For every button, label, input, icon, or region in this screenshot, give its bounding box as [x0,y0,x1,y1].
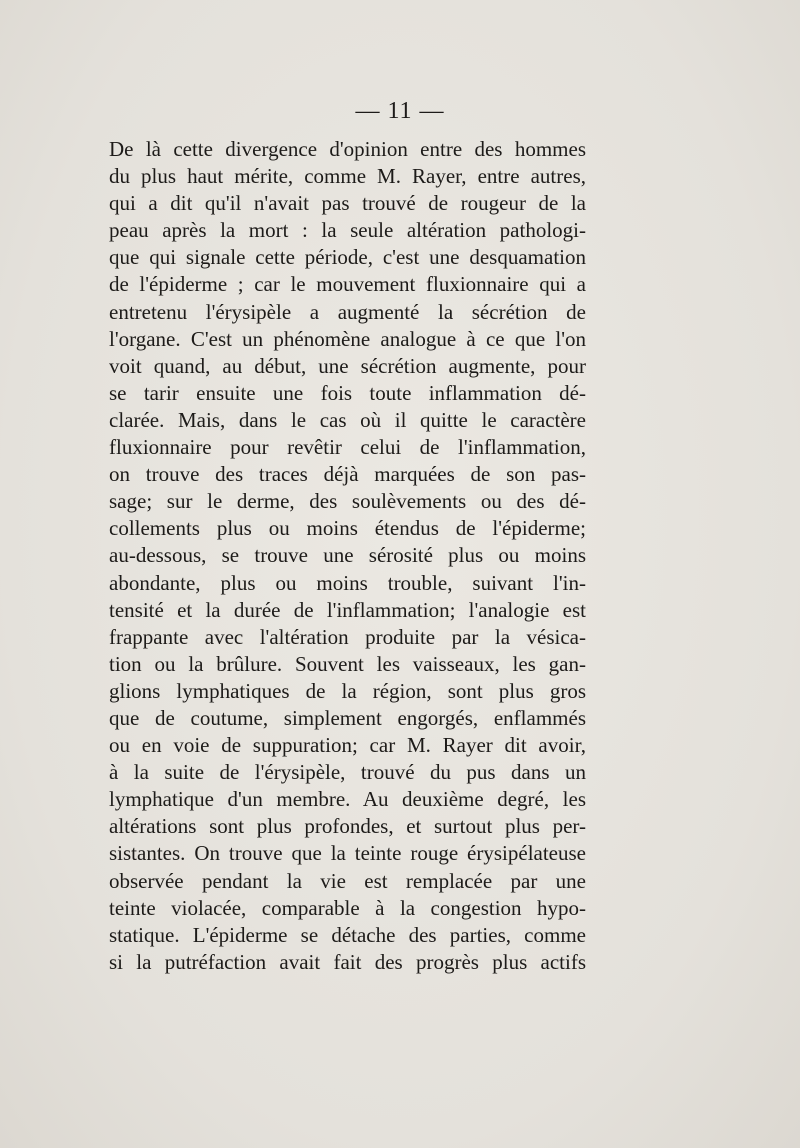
text-line: fluxionnaire pour revêtir celui de l'inflammation, [109,435,586,460]
text-line: peau après la mort : la seule altération pathologi- [109,218,586,243]
text-line: on trouve des traces déjà marquées de son pas- [109,462,586,487]
text-line: observée pendant la vie est remplacée par une [109,868,586,893]
text-line: entretenu l'érysipèle a augmenté la sécrétion de [109,299,586,324]
text-line: voit quand, au début, une sécrétion augmente, pour [109,353,586,378]
text-line: altérations sont plus profondes, et surtout plus per- [109,814,586,839]
page-number: — 11 — [355,98,445,124]
text-line: sage; sur le derme, des soulèvements ou des dé- [109,489,586,514]
body-text [109,136,586,976]
text-line: ou en voie de suppuration; car M. Rayer dit avoir, [109,733,586,758]
text-line: sistantes. On trouve que la teinte rouge érysipélateuse [109,841,586,866]
text-line: que qui signale cette période, c'est une desquamation [109,245,586,270]
text-line: au-dessous, se trouve une sérosité plus ou moins [109,543,586,568]
text-line: tion ou la brûlure. Souvent les vaisseaux, les gan- [109,651,586,676]
text-line: se tarir ensuite une fois toute inflammation dé- [109,380,586,405]
text-line: clarée. Mais, dans le cas où il quitte le caractère [109,407,586,432]
text-line: que de coutume, simplement engorgés, enflammés [109,705,586,730]
text-line: collements plus ou moins étendus de l'épiderme; [109,516,586,541]
text-line: qui a dit qu'il n'avait pas trouvé de rougeur de la [109,191,586,216]
text-line: si la putréfaction avait fait des progrès plus actifs [109,949,586,974]
text-line: à la suite de l'érysipèle, trouvé du pus dans un [109,760,586,785]
text-line: teinte violacée, comparable à la congestion hypo- [109,895,586,920]
text-line: statique. L'épiderme se détache des parties, comme [109,922,586,947]
text-line: tensité et la durée de l'inflammation; l'analogie est [109,597,586,622]
text-line: abondante, plus ou moins trouble, suivant l'in- [109,570,586,595]
text-line: l'organe. C'est un phénomène analogue à ce que l'on [109,326,586,351]
text-line: frappante avec l'altération produite par la vésica- [109,624,586,649]
text-line: lymphatique d'un membre. Au deuxième degré, les [109,787,586,812]
text-line: glions lymphatiques de la région, sont plus gros [109,678,586,703]
text-line: de l'épiderme ; car le mouvement fluxionnaire qui a [109,272,586,297]
text-line: De là cette divergence d'opinion entre des hommes [109,137,586,161]
text-line: du plus haut mérite, comme M. Rayer, entre autres, [109,164,586,189]
